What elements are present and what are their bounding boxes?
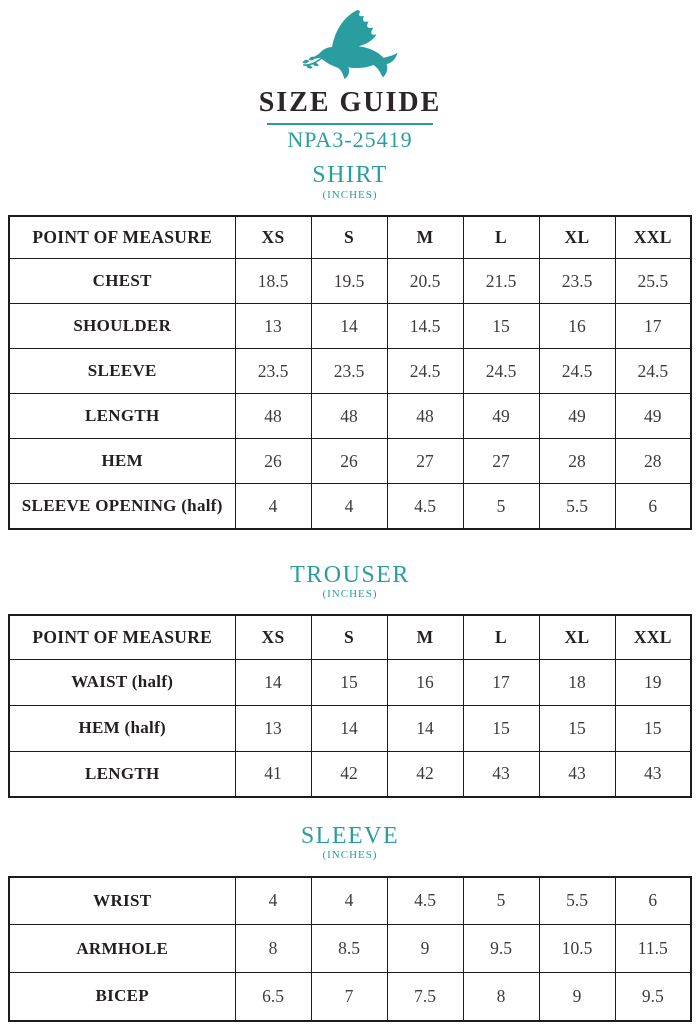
page-header [0, 8, 700, 151]
size-value-cell: 4.5 [387, 877, 463, 925]
section-subtitle-trouser: (INCHES) [322, 588, 378, 601]
table-header-row [9, 615, 691, 659]
table-row [9, 349, 691, 394]
point-of-measure-header: POINT OF MEASURE [9, 216, 235, 259]
size-value-cell: 19 [615, 659, 691, 705]
size-value-cell: 41 [235, 751, 311, 797]
size-value-cell: 49 [463, 394, 539, 439]
size-value-cell: 28 [539, 439, 615, 484]
size-value-cell: 13 [235, 304, 311, 349]
size-value-cell: 43 [539, 751, 615, 797]
measure-label-cell: SLEEVE OPENING (half) [9, 484, 235, 529]
size-value-cell: 15 [615, 705, 691, 751]
measure-label-cell: LENGTH [9, 394, 235, 439]
table-row [9, 304, 691, 349]
title-underline [267, 123, 433, 125]
point-of-measure-header: POINT OF MEASURE [9, 615, 235, 659]
size-value-cell: 5.5 [539, 484, 615, 529]
measure-label-cell: ARMHOLE [9, 925, 235, 973]
size-value-cell: 48 [387, 394, 463, 439]
size-value-cell: 27 [463, 439, 539, 484]
sleeve-size-table [8, 876, 692, 1022]
table-row [9, 394, 691, 439]
measure-label-cell: WRIST [9, 877, 235, 925]
page-title: SIZE GUIDE [258, 87, 442, 118]
size-value-cell: 5 [463, 877, 539, 925]
size-value-cell: 24.5 [615, 349, 691, 394]
size-value-cell: 15 [311, 659, 387, 705]
section-title-trouser: TROUSER [290, 561, 410, 588]
size-value-cell: 17 [615, 304, 691, 349]
table-row [9, 439, 691, 484]
size-value-cell: 6 [615, 877, 691, 925]
size-column-header: M [387, 216, 463, 259]
size-column-header: L [463, 216, 539, 259]
size-value-cell: 8 [463, 973, 539, 1021]
size-value-cell: 6.5 [235, 973, 311, 1021]
size-column-header: XL [539, 615, 615, 659]
size-value-cell: 10.5 [539, 925, 615, 973]
size-value-cell: 6 [615, 484, 691, 529]
size-value-cell: 19.5 [311, 259, 387, 304]
size-value-cell: 14 [311, 304, 387, 349]
product-code: NPA3-25419 [287, 127, 413, 153]
size-column-header: L [463, 615, 539, 659]
size-column-header: XS [235, 216, 311, 259]
section-subtitle-shirt: (INCHES) [322, 188, 378, 201]
size-column-header: S [311, 615, 387, 659]
size-value-cell: 4 [235, 877, 311, 925]
measure-label-cell: HEM [9, 439, 235, 484]
section-subtitle-sleeve: (INCHES) [322, 849, 378, 862]
table-row [9, 877, 691, 925]
size-value-cell: 15 [539, 705, 615, 751]
trouser-size-table [8, 614, 692, 798]
section-title-shirt: SHIRT [312, 162, 388, 189]
size-value-cell: 4 [235, 484, 311, 529]
size-value-cell: 23.5 [235, 349, 311, 394]
size-value-cell: 14 [387, 705, 463, 751]
size-value-cell: 7.5 [387, 973, 463, 1021]
size-value-cell: 18 [539, 659, 615, 705]
shirt-size-table [8, 215, 692, 530]
size-value-cell: 9 [387, 925, 463, 973]
section-title-sleeve: SLEEVE [300, 823, 400, 850]
size-column-header: XL [539, 216, 615, 259]
dove-olive-branch-icon [291, 8, 409, 86]
table-header-row [9, 216, 691, 259]
measure-label-cell: WAIST (half) [9, 659, 235, 705]
size-value-cell: 23.5 [539, 259, 615, 304]
size-value-cell: 25.5 [615, 259, 691, 304]
size-column-header: S [311, 216, 387, 259]
size-value-cell: 8 [235, 925, 311, 973]
size-value-cell: 48 [311, 394, 387, 439]
table-row [9, 751, 691, 797]
size-value-cell: 43 [615, 751, 691, 797]
size-value-cell: 24.5 [387, 349, 463, 394]
size-value-cell: 23.5 [311, 349, 387, 394]
size-value-cell: 43 [463, 751, 539, 797]
table-row [9, 925, 691, 973]
size-value-cell: 16 [539, 304, 615, 349]
size-value-cell: 14 [311, 705, 387, 751]
size-value-cell: 42 [311, 751, 387, 797]
size-value-cell: 4 [311, 877, 387, 925]
size-value-cell: 49 [539, 394, 615, 439]
size-value-cell: 5 [463, 484, 539, 529]
size-value-cell: 15 [463, 705, 539, 751]
size-value-cell: 17 [463, 659, 539, 705]
size-value-cell: 13 [235, 705, 311, 751]
size-value-cell: 4 [311, 484, 387, 529]
size-value-cell: 49 [615, 394, 691, 439]
size-value-cell: 20.5 [387, 259, 463, 304]
section-sleeve [0, 824, 700, 1021]
table-row [9, 659, 691, 705]
size-value-cell: 28 [615, 439, 691, 484]
size-value-cell: 4.5 [387, 484, 463, 529]
size-column-header: XXL [615, 216, 691, 259]
size-column-header: XS [235, 615, 311, 659]
size-value-cell: 24.5 [539, 349, 615, 394]
table-row [9, 973, 691, 1021]
table-row [9, 705, 691, 751]
size-value-cell: 9 [539, 973, 615, 1021]
size-value-cell: 8.5 [311, 925, 387, 973]
table-row [9, 259, 691, 304]
size-value-cell: 9.5 [463, 925, 539, 973]
measure-label-cell: CHEST [9, 259, 235, 304]
size-column-header: M [387, 615, 463, 659]
size-value-cell: 18.5 [235, 259, 311, 304]
table-row [9, 484, 691, 529]
section-trouser [0, 563, 700, 798]
size-value-cell: 21.5 [463, 259, 539, 304]
size-value-cell: 5.5 [539, 877, 615, 925]
measure-label-cell: LENGTH [9, 751, 235, 797]
measure-label-cell: SLEEVE [9, 349, 235, 394]
measure-label-cell: SHOULDER [9, 304, 235, 349]
size-value-cell: 14.5 [387, 304, 463, 349]
size-value-cell: 15 [463, 304, 539, 349]
size-column-header: XXL [615, 615, 691, 659]
size-value-cell: 26 [235, 439, 311, 484]
measure-label-cell: HEM (half) [9, 705, 235, 751]
size-value-cell: 42 [387, 751, 463, 797]
size-value-cell: 48 [235, 394, 311, 439]
size-value-cell: 11.5 [615, 925, 691, 973]
size-value-cell: 9.5 [615, 973, 691, 1021]
section-shirt [0, 163, 700, 529]
size-value-cell: 26 [311, 439, 387, 484]
size-value-cell: 27 [387, 439, 463, 484]
size-value-cell: 7 [311, 973, 387, 1021]
size-value-cell: 16 [387, 659, 463, 705]
measure-label-cell: BICEP [9, 973, 235, 1021]
size-value-cell: 24.5 [463, 349, 539, 394]
size-value-cell: 14 [235, 659, 311, 705]
